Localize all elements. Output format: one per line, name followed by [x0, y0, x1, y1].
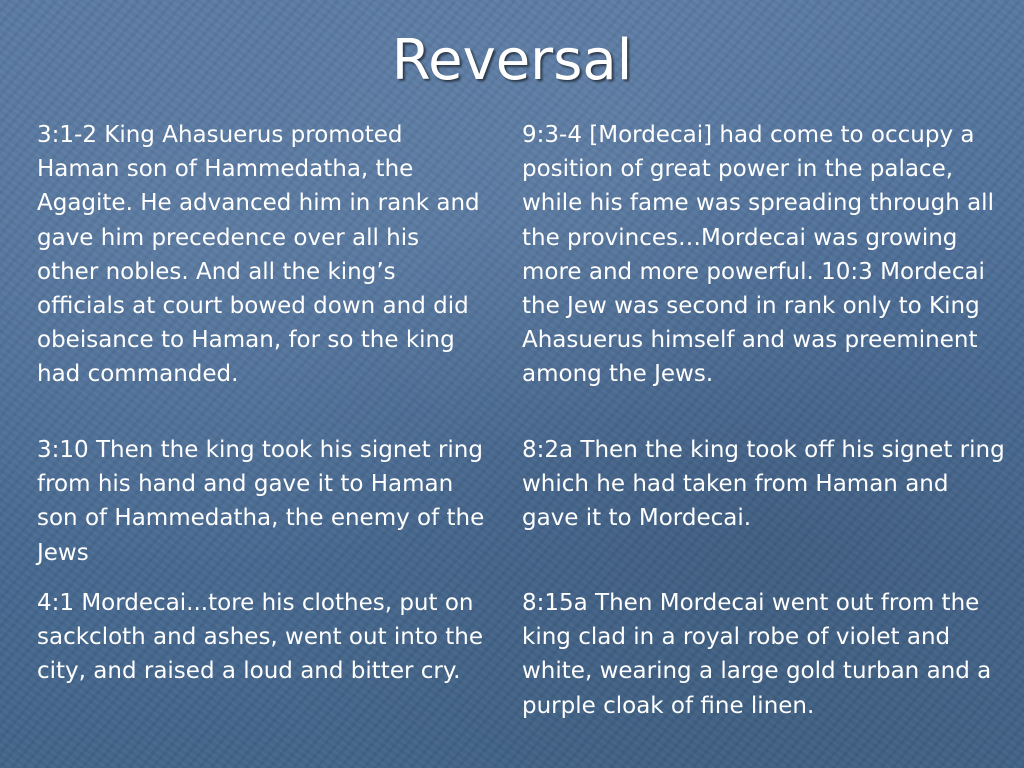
verse-right-2: 8:2a Then the king took off his signet ring which he had taken from Haman and gave it to Mordecai. [522, 437, 1005, 532]
slide-title: Reversal [391, 28, 633, 93]
verse-right-1: 9:3-4 [Mordecai] had come to occupy a position of great power in the palace, while his fame was spreading through all the provinces…Mordecai was growing more and more powerful. 10:3 Mordecai the Jew was second in rank only to King Ahasuerus himself and was preeminent among the Jews. [522, 122, 994, 388]
verse-left-2: 3:10 Then the king took his signet ring from his hand and gave it to Haman son of Hammedatha, the enemy of the Jews [37, 437, 485, 566]
verse-left-1: 3:1-2 King Ahasuerus promoted Haman son of Hammedatha, the Agagite. He advanced him in rank and gave him precedence over all his other nobles. And all the king’s officials at court bowed down and did obeisance to Haman, for so the king had commanded. [37, 122, 480, 388]
verse-right-3: 8:15a Then Mordecai went out from the king clad in a royal robe of violet and white, wearing a large gold turban and a purple cloak of fine linen. [522, 590, 992, 719]
verse-left-3: 4:1 Mordecai...tore his clothes, put on sackcloth and ashes, went out into the city, and raised a loud and bitter cry. [37, 590, 484, 685]
